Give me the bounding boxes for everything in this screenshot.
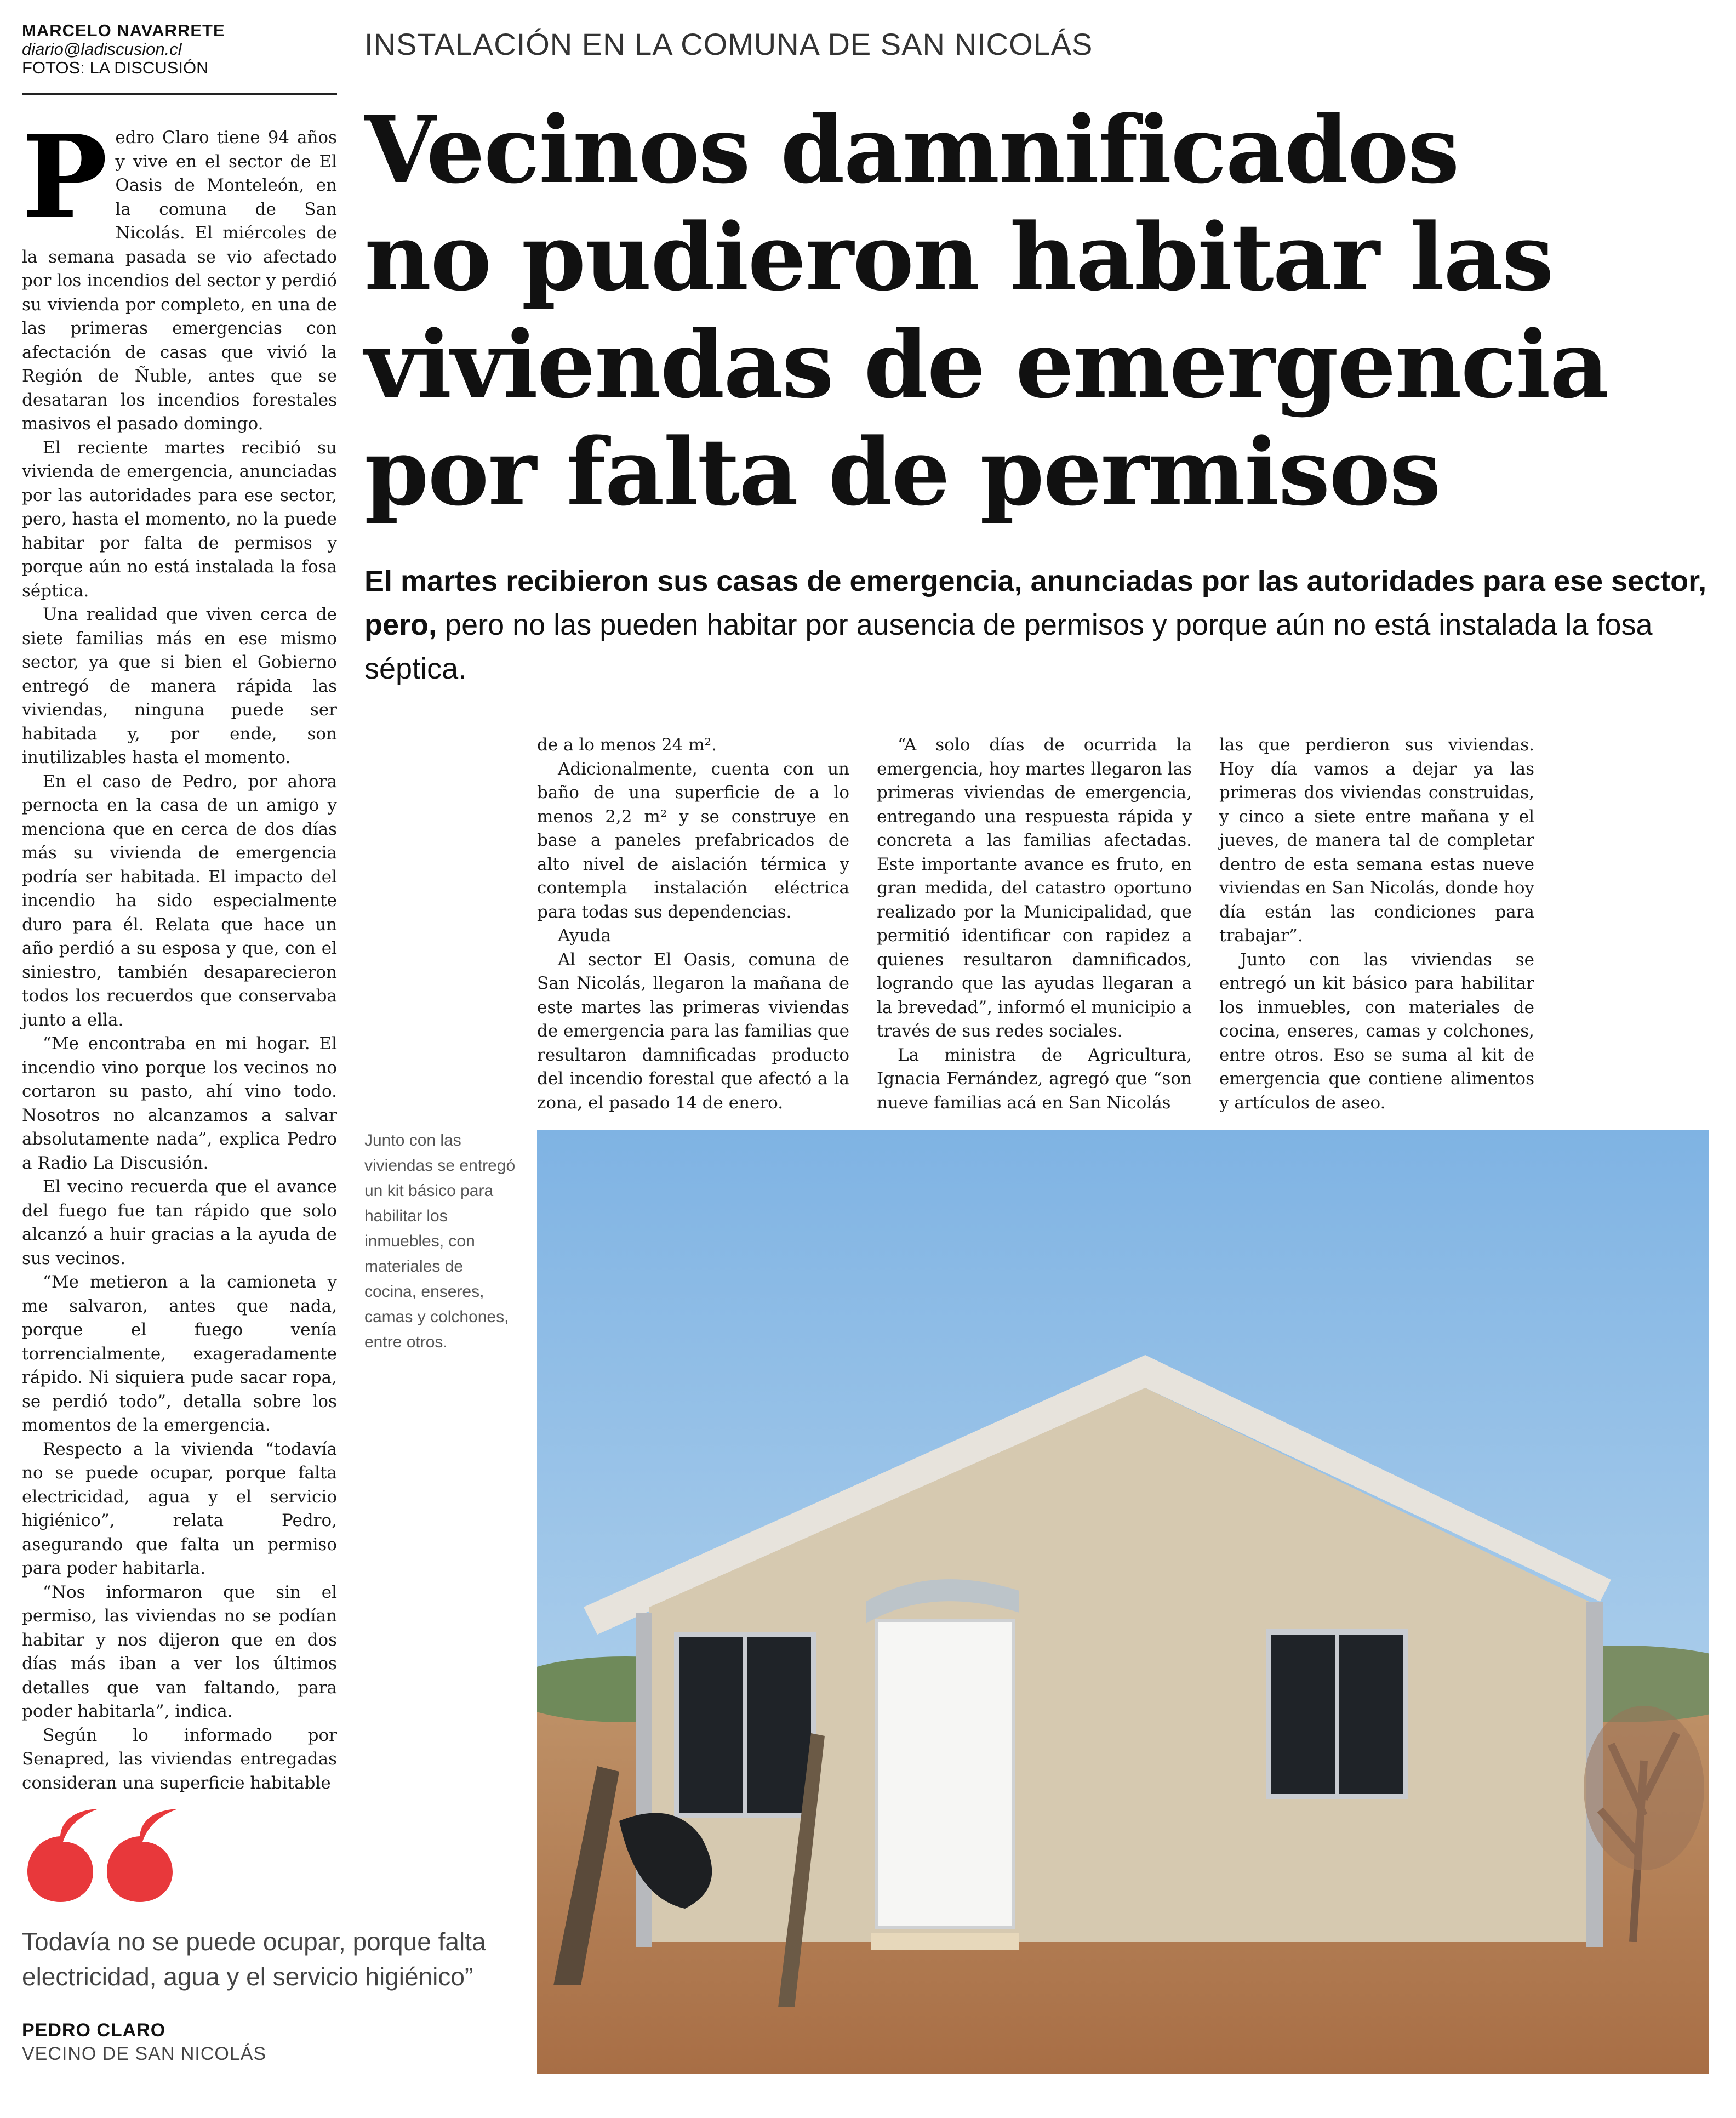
body-column-1 — [22, 111, 337, 1795]
corner-trim — [636, 1613, 652, 1947]
headline-line: Vecinos damnificados — [364, 95, 1459, 204]
pull-quote-role: VECINO DE SAN NICOLÁS — [22, 2043, 267, 2064]
paragraph: Según lo informado por Senapred, las viviendas entregadas consideran una superficie habitable — [22, 1725, 337, 1793]
body-column-2 — [537, 733, 849, 1115]
article-headline — [364, 96, 1723, 526]
lede-regular: pero no las pueden habitar por ausencia de permisos y porque aún no está instalada la fosa séptica. — [364, 608, 1653, 685]
paragraph: de a lo menos 24 m². — [537, 735, 717, 755]
paragraph: El reciente martes recibió su vivienda de emergencia, anunciadas por las autoridades para ese sector, pero, hasta el momento, no la puede habitar por falta de permisos y porque aún no está instalada la fosa séptica. — [22, 437, 337, 601]
paragraph: “Me encontraba en mi hogar. El incendio vino porque los vecinos no cortaron su pasto, ahí vino todo. Nosotros no alcanzamos a salvar absolutamente nada”, explica Pedro a Radio La Discusión. — [22, 1034, 337, 1173]
article-kicker: INSTALACIÓN EN LA COMUNA DE SAN NICOLÁS — [364, 27, 1093, 61]
drop-cap: P — [22, 111, 108, 244]
door — [877, 1621, 1014, 1928]
byline-divider — [22, 93, 337, 95]
byline-email[interactable]: diario@ladiscusion.cl — [22, 39, 182, 59]
photo-caption: Junto con las viviendas se entregó un kit básico para habilitar los inmuebles, con materiales de cocina, enseres, camas y colchones, entre otros. — [364, 1131, 516, 1351]
paragraph: las que perdieron sus viviendas. Hoy día vamos a dejar ya las primeras dos viviendas construidas, y cinco a siete entre mañana y el jueves, de manera tal de completar dentro de esta semana estas nueve viviendas en San Nicolás, donde hoy día están las condiciones para trabajar”. — [1219, 735, 1534, 946]
paragraph: Una realidad que viven cerca de siete familias más en ese mismo sector, ya que si bien el Gobierno entregó de manera rápida las viviendas, ninguna puede ser habitada y, por ende, son inutilizables hasta el momento. — [22, 605, 337, 767]
paragraph: edro Claro tiene 94 años y vive en el sector de El Oasis de Monteleón, en la comuna de San Nicolás. El miércoles de la semana pasada se vio afectado por los incendios del sector y perdió su vivienda por completo, en una de las primeras emergencias con afectación de casas que vivió la Región de Ñuble, antes que se desataran los incendios forestales masivos el pasado domingo. — [22, 128, 337, 434]
headline-line: no pudieron habitar las — [364, 203, 1553, 311]
paragraph: En el caso de Pedro, por ahora pernocta en la casa de un amigo y menciona que en cerca de dos días más su vivienda de emergencia podría ser habitada. El impacto del incendio ha sido especialmente duro para él. Relata que hace un año perdió a su esposa y que, con el siniestro, también desaparecieron todos los recuerdos que conservaba junto a ella. — [22, 771, 337, 1030]
byline-author: MARCELO NAVARRETE — [22, 21, 225, 40]
pull-quote-text: Todavía no se puede ocupar, porque falta electricidad, agua y el servicio higiénico” — [22, 1927, 486, 1991]
body-column-4 — [1219, 733, 1534, 1115]
subheading: Ayuda — [558, 926, 611, 946]
paragraph: Adicionalmente, cuenta con un baño de una superficie de a lo menos 2,2 m² y se construye en base a paneles prefabricados de alto nivel de aislación térmica y contempla instalación eléctrica para todas sus dependencias. — [537, 759, 849, 922]
article-lede — [364, 559, 1718, 691]
lede-bold: El martes recibieron sus casas de emergencia, anunciadas por las autoridades para ese sector, pero, — [364, 565, 1707, 641]
paragraph: “Me metieron a la camioneta y me salvaron, antes que nada, porque el fuego venía torrencialmente, exageradamente rápido. Ni siquiera pude sacar ropa, se perdió todo”, detalla sobre los momentos de la emergencia. — [22, 1272, 337, 1435]
article-photo — [537, 1130, 1709, 2074]
door-step — [871, 1933, 1019, 1950]
quote-mark-icon — [22, 1803, 181, 1908]
paragraph: “Nos informaron que sin el permiso, las viviendas no se podían habitar y nos dijeron que en dos días más iban a ver los últimos detalles que van faltando, para poder habitarla”, indica. — [22, 1582, 337, 1721]
headline-line: por falta de permisos — [364, 418, 1440, 526]
body-column-3 — [877, 733, 1192, 1115]
byline-photo-credit: FOTOS: LA DISCUSIÓN — [22, 58, 209, 77]
paragraph: La ministra de Agricultura, Ignacia Fernández, agregó que “son nueve familias acá en San Nicolás — [877, 1045, 1192, 1113]
pull-quote-author: PEDRO CLARO — [22, 2020, 166, 2041]
photo-emergency-house — [537, 1130, 1709, 2074]
headline-line: viviendas de emergencia — [364, 310, 1608, 419]
paragraph: Respecto a la vivienda “todavía no se puede ocupar, porque falta electricidad, agua y el servicio higiénico”, relata Pedro, asegurando que falta un permiso para poder habitarla. — [22, 1439, 337, 1578]
paragraph: El vecino recuerda que el avance del fuego fue tan rápido que solo alcanzó a huir gracias a la ayuda de sus vecinos. — [22, 1177, 337, 1268]
paragraph: Al sector El Oasis, comuna de San Nicolás, llegaron la mañana de este martes las primeras viviendas de emergencia para las familias que resultaron damnificadas producto del incendio forestal que afectó a la zona, el pasado 14 de enero. — [537, 949, 849, 1113]
paragraph: Junto con las viviendas se entregó un kit básico para habilitar los inmuebles, con materiales de cocina, enseres, camas y colchones, entre otros. Eso se suma al kit de emergencia que contiene alimentos y artículos de aseo. — [1219, 949, 1534, 1113]
paragraph: “A solo días de ocurrida la emergencia, hoy martes llegaron las primeras viviendas de emergencia, entregando una respuesta rápida y concreta a las familias afectadas. Este importante avance es fruto, en gran medida, del catastro oportuno realizado por la Municipalidad, que permitió identificar con rapidez a quienes resultaron damnificados, logrando que las ayudas llegaran a la brevedad”, informó el municipio a través de sus redes sociales. — [877, 735, 1192, 1041]
